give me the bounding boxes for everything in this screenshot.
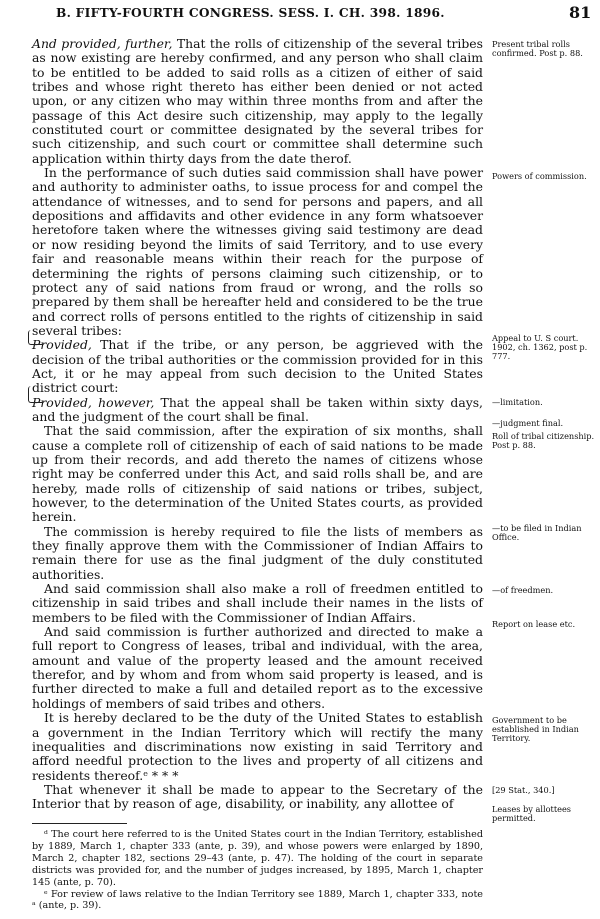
- sidenote: [492, 620, 598, 629]
- paragraph-lead: Provided, however,: [32, 394, 155, 410]
- sidenote: [492, 172, 598, 181]
- sidenote: [492, 805, 598, 823]
- sidenote-text: Government to be established in Indian Territory.: [492, 715, 579, 743]
- sidenote: [492, 398, 598, 407]
- sidenote-text: Roll of tribal citizenship. Post p. 88.: [492, 431, 595, 450]
- paragraph-text: The commission is hereby required to file the lists of members as they finally approve them with the Commissioner of Indian Affairs to remain there for use as the final judgment of the duly constituted authorities.: [32, 523, 483, 582]
- paragraph-text: That if the tribe, or any person, be aggrieved with the decision of the tribal authorities or the commission provided for in this Act, it or he may appeal from such decision to the United States district court:: [32, 337, 483, 396]
- paragraph-text: In the performance of such duties said commission shall have power and authority to administer oaths, to issue process for and compel the attendance of witnesses, and to send for persons and papers, and all depositions and affidavits and other evidence in any form whatsoever heretofore taken where the witnesses giving said testimony are dead or now residing beyond the limits of said Territory, and to use every fair and reasonable means within their reach for the purpose of determining the rights of persons claiming such citizenship, or to protect any of said nations from fraud or wrong, and the rolls so prepared by them shall be hereafter held and considered to be the true and correct rolls of persons entitled to the rights of citizenship in said several tribes:: [32, 165, 483, 338]
- footnotes: [32, 829, 483, 912]
- handwritten-bracket-mark: [28, 330, 45, 345]
- sidenote: [492, 432, 598, 450]
- footnote-text: ᵈ The court here referred to is the United States court in the Indian Territory, established by 1889, March 1, chapter 333 (ante, p. 39), and whose powers were enlarged by 1890, March 2, chapter 182, sections 29–43 (ante, p. 47). The holding of the court in separate districts was provided for, and the number of judges increased, by 1895, March 1, chapter 145 (ante, p. 70).: [32, 829, 483, 888]
- sidenote: [492, 586, 598, 595]
- sidenote-text: Report on lease etc.: [492, 619, 576, 629]
- sidenote-text: Powers of commission.: [492, 171, 587, 181]
- footnote: [32, 829, 483, 889]
- handwritten-bracket-mark: [28, 386, 45, 403]
- paragraph: [32, 525, 483, 582]
- sidenote-text: Present tribal rolls confirmed. Post p. 88.: [492, 39, 583, 58]
- sidenote: [492, 524, 598, 542]
- footnote-rule: [32, 823, 127, 824]
- paragraph: [32, 783, 483, 812]
- paragraph-text: That the said commission, after the expiration of six months, shall cause a complete roll of citizenship of each of said nations to be made up from their records, and add thereto the names of citizens whose right may be conferred under this Act, and said rolls shall be, and are hereby, made rolls of citizenship of said nations or tribes, subject, however, to the determination of the United States courts, as provided herein.: [32, 423, 483, 525]
- paragraph-text: And said commission shall also make a roll of freedmen entitled to citizenship in said tribes and shall include their names in the lists of members to be filed with the Commissioner of Indian Affairs.: [32, 581, 483, 625]
- footnote: [32, 889, 483, 913]
- paragraph: [32, 396, 483, 425]
- sidenote: [492, 334, 598, 361]
- sidenote-text: —to be filed in Indian Office.: [492, 523, 582, 542]
- paragraph-text: And said commission is further authorized and directed to make a full report to Congress of leases, tribal and individual, with the area, amount and value of the property leased and the amount received therefor, and by whom and from whom said property is leased, and is further directed to make a full and detailed report as to the excessive holdings of members of said tribes and others.: [32, 624, 483, 711]
- page-number: 81: [569, 3, 592, 22]
- sidenote: [492, 40, 598, 58]
- sidenote-text: Leases by allottees permitted.: [492, 804, 572, 823]
- paragraph-text: That the rolls of citizenship of the several tribes as now existing are hereby confirmed, and any person who shall claim to be entitled to be added to said rolls as a citizen of either of said tribes and whose right thereto has either been denied or not acted upon, or any citizen who may within three months from and after the passage of this Act desire such citizenship, may apply to the legally constituted court or committee designated by the several tribes for such citizenship, and such court or committee shall determine such application within thirty days from the date therof.: [32, 36, 483, 166]
- paragraph: [32, 37, 483, 166]
- paragraph: [32, 424, 483, 524]
- paragraph: [32, 625, 483, 711]
- sidenote-text: —of freedmen.: [492, 585, 554, 595]
- sidenote: [492, 786, 598, 795]
- paragraph-text: That the appeal shall be taken within sixty days, and the judgment of the court shall be final.: [32, 394, 483, 424]
- paragraph-text: It is hereby declared to be the duty of the United States to establish a government in the Indian Territory which will rectify the many inequalities and discriminations now existing in said Territory and afford needful protection to the lives and property of all citizens and residents thereof.ᵉ * * *: [32, 710, 483, 783]
- paragraph-lead: Provided,: [32, 337, 92, 353]
- running-header: [0, 0, 600, 28]
- sidenote-text: Appeal to U. S court. 1902, ch. 1362, post p. 777.: [492, 333, 588, 361]
- sidenote-text: —judgment final.: [492, 418, 564, 428]
- main-text: [32, 37, 483, 812]
- sidenote-text: [29 Stat., 340.]: [492, 785, 555, 795]
- paragraph-lead: And provided, further,: [32, 36, 173, 51]
- paragraph: [32, 711, 483, 783]
- paragraph: [32, 582, 483, 625]
- footnote-text: ᵉ For review of laws relative to the Indian Territory see 1889, March 1, chapter 333, note ᵃ (ante, p. 39).: [32, 888, 483, 912]
- sidenote: [492, 419, 598, 428]
- paragraph: [32, 166, 483, 338]
- sidenote: [492, 716, 598, 743]
- paragraph: [32, 338, 483, 395]
- sidenote-text: —limitation.: [492, 397, 543, 407]
- paragraph-text: That whenever it shall be made to appear to the Secretary of the Interior that by reason of age, disability, or inability, any allottee of: [32, 781, 483, 812]
- running-head: B. FIFTY-FOURTH CONGRESS. SESS. I. CH. 398. 1896.: [56, 6, 445, 20]
